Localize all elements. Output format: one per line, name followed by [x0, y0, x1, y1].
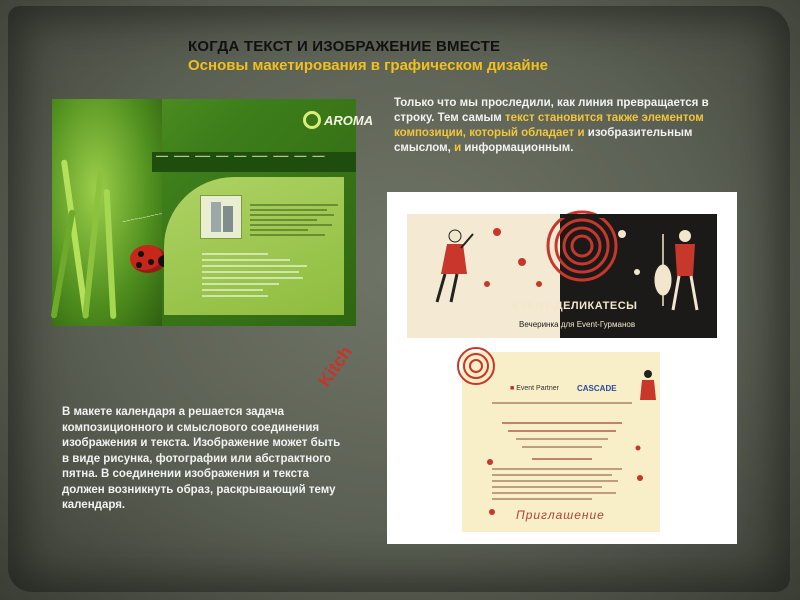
ladybug-illustration: [130, 245, 166, 273]
aroma-website-image: [52, 99, 374, 391]
script-tagline-graphic: ~~~~~~~~~~: [121, 210, 164, 227]
event-banner-title: EVENT-ДЕЛИКАТЕСЫ: [512, 300, 638, 312]
event-banner-image: [407, 214, 717, 338]
text-lines: [250, 201, 346, 239]
website-nav-bar: ━━━━ ━━━━━ ━━━━━ ━━━━ ━━━━ ━━━━━ ━━━━━ ━━━━ ━━━━: [152, 152, 356, 172]
kitchen-stamp: Kitch: [314, 342, 357, 391]
invitation-title: Приглашение: [516, 508, 605, 522]
dancer-woman-illustration: [437, 230, 473, 302]
bassist-man-illustration: [654, 230, 697, 310]
event-partner-logo: ■ Event Partner: [510, 385, 559, 392]
invitation-graphics: [462, 352, 660, 532]
invitation-image: [462, 352, 660, 532]
product-photo: [200, 195, 242, 239]
slide-title: КОГДА ТЕКСТ И ИЗОБРАЖЕНИЕ ВМЕСТЕ: [188, 38, 501, 55]
spiral-icon: [548, 212, 616, 280]
cascade-logo: CASCADE: [577, 384, 617, 393]
aroma-logo-mark: [303, 111, 321, 129]
dancer-icon: [640, 370, 656, 400]
catalog-lines: [202, 249, 312, 301]
snowflake-icon: [618, 230, 640, 275]
event-banner-subtitle: Вечеринка для Event-Гурманов: [519, 320, 636, 329]
slide-subtitle: Основы макетирования в графическом дизайне: [188, 57, 548, 74]
text-block-top: Только что мы проследили, как линия превращается в строку. Тем самым текст становится также элементом композиции, который обладает и изобразительным смыслом, и информационным.: [394, 97, 709, 154]
text-block-bottom: В макете календаря а решается задача композиционного и смыслового соединения изображения и текста. Изображение может быть в виде рисунка, фотографии или абстрактного пятна. В соединении изображения и текста должен возникнуть образ, раскрывающий тему календаря.: [62, 406, 341, 511]
spiral-icon: [458, 348, 494, 384]
aroma-logo: AROMA: [324, 113, 374, 128]
snowflake-icon: [484, 228, 542, 287]
